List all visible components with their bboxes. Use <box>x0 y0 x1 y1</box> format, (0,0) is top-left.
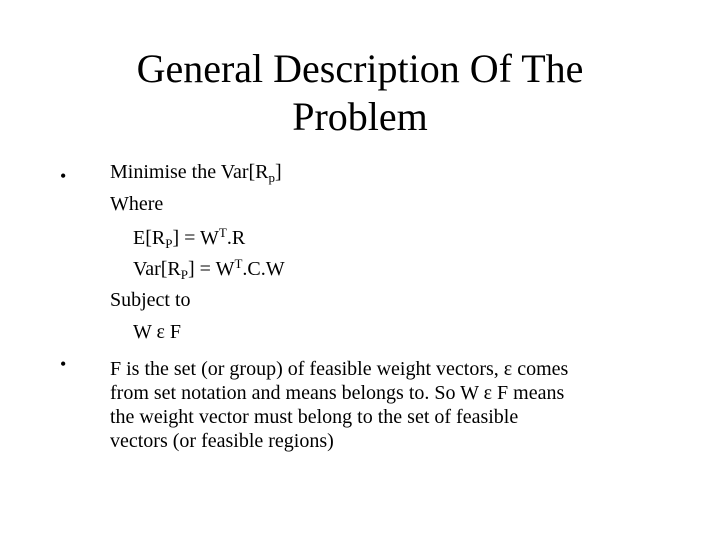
constraint-line: W ε F <box>133 321 182 343</box>
expected-return-formula <box>133 226 245 250</box>
variance-suffix: .C.W <box>242 258 285 280</box>
subject-to-line: Subject to <box>110 289 191 311</box>
paragraph-line: the weight vector must belong to the set of feasible <box>110 406 519 428</box>
paragraph-line: from set notation and means belongs to. So W ε F means <box>110 382 565 404</box>
expected-suffix: .R <box>226 227 246 249</box>
bullet-2-paragraph <box>110 357 670 453</box>
paragraph-line: vectors (or feasible regions) <box>110 430 334 452</box>
slide-title <box>60 45 660 141</box>
variance-mid: ] = W <box>188 258 235 280</box>
variance-prefix: Var[R <box>133 258 181 280</box>
slide-title-line-1: General Description Of The <box>136 46 584 91</box>
expected-superscript: T <box>218 225 227 240</box>
variance-subscript: P <box>180 267 188 282</box>
minimise-text: Minimise the Var[R <box>110 161 269 183</box>
bullet-marker-2: • <box>60 354 67 374</box>
slide-title-line-2: Problem <box>292 94 428 139</box>
expected-mid: ] = W <box>172 227 219 249</box>
minimise-line <box>110 160 282 184</box>
where-line: Where <box>110 193 164 215</box>
expected-prefix: E[R <box>133 227 166 249</box>
expected-subscript: P <box>165 236 173 251</box>
minimise-bracket: ] <box>275 161 282 183</box>
paragraph-line: F is the set (or group) of feasible weight vectors, ε comes <box>110 358 569 380</box>
variance-formula <box>133 257 285 281</box>
bullet-marker-1: • <box>60 166 67 186</box>
variance-superscript: T <box>234 256 243 271</box>
minimise-subscript: p <box>268 170 276 185</box>
